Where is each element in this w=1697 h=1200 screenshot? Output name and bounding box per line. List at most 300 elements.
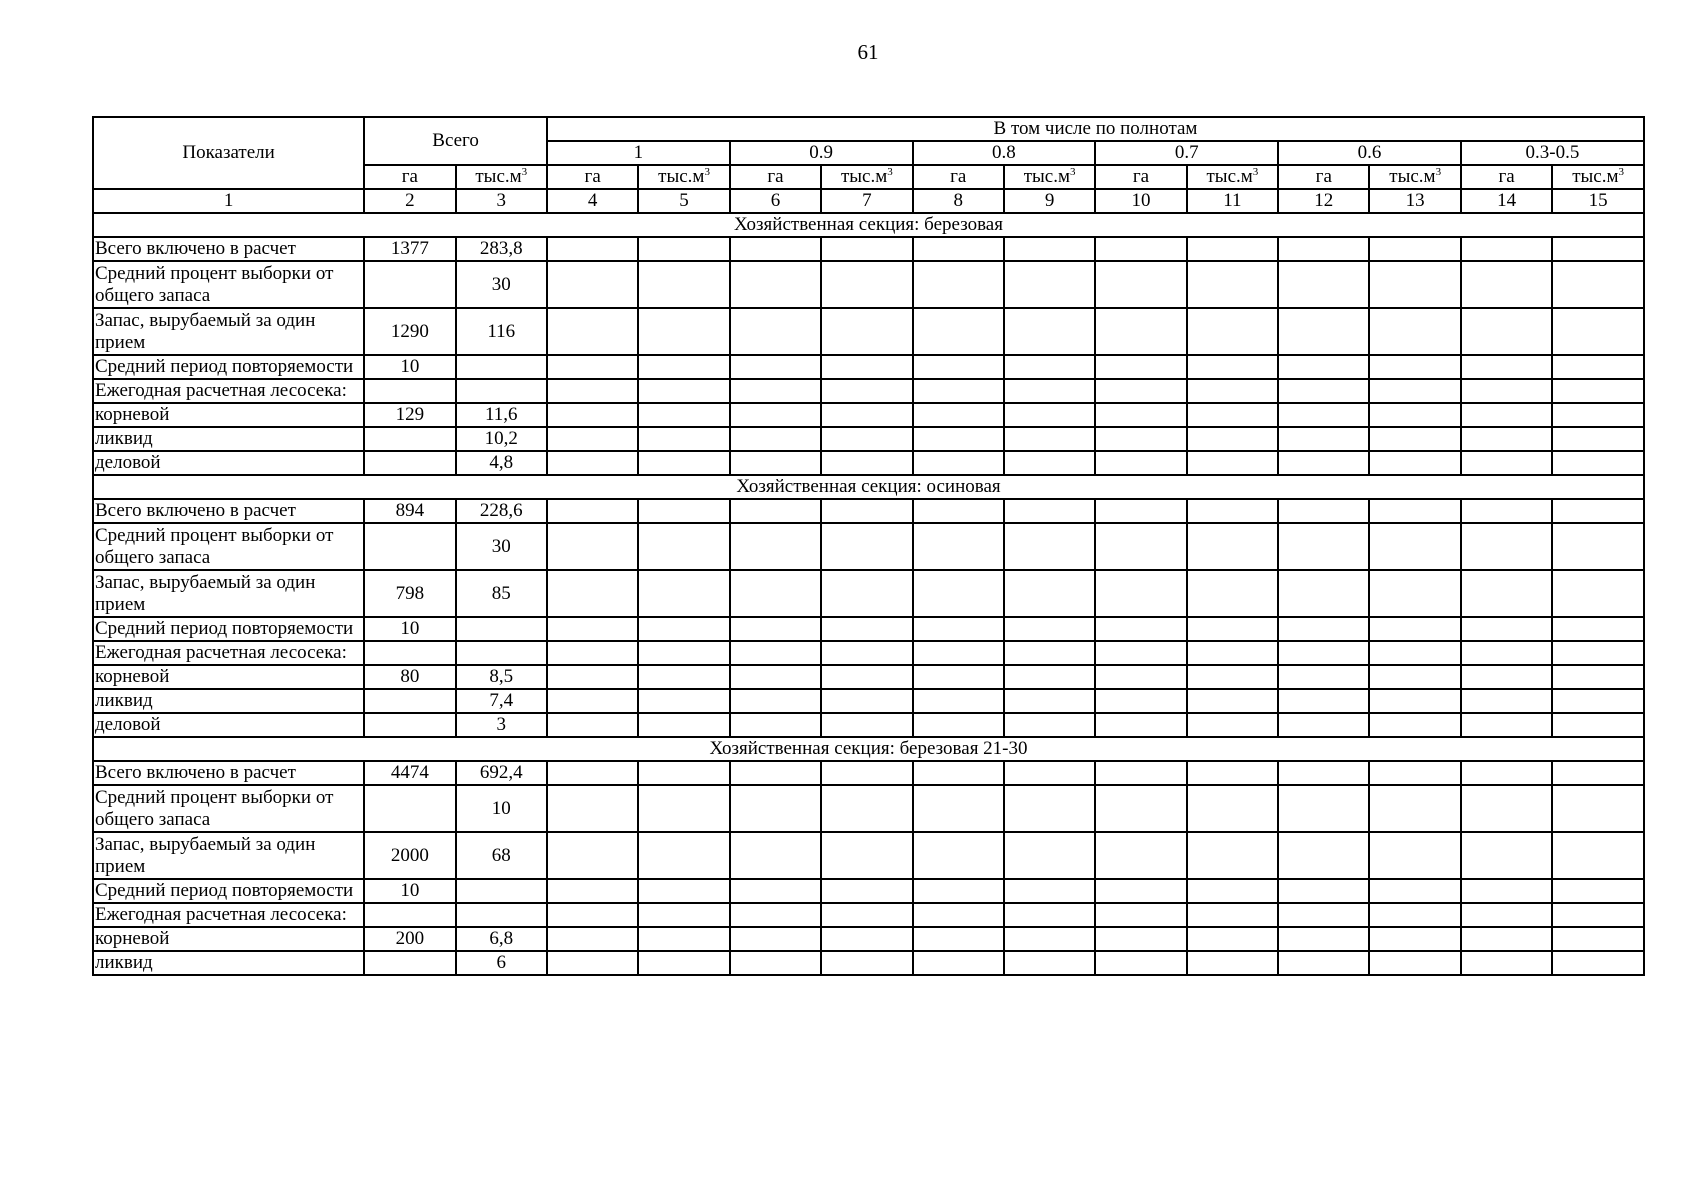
empty-cell [821,689,912,713]
empty-cell [1278,641,1369,665]
empty-cell [1004,903,1095,927]
empty-cell [821,355,912,379]
empty-cell [913,427,1004,451]
table-row [93,427,1644,451]
empty-cell [821,879,912,903]
empty-cell [1187,641,1278,665]
empty-cell [1095,879,1186,903]
empty-cell [1369,403,1460,427]
empty-cell [1369,499,1460,523]
total-ha-value [364,641,455,665]
empty-cell [1461,951,1552,975]
empty-cell [730,403,821,427]
unit-volume-text: тыс.м [840,166,888,187]
empty-cell [913,927,1004,951]
unit-volume-exponent: 3 [1252,166,1259,178]
total-ha-value [364,451,455,475]
empty-cell [1187,617,1278,641]
empty-cell [730,761,821,785]
header-unit-ha: га [547,165,638,189]
empty-cell [1095,951,1186,975]
empty-cell [547,570,638,617]
empty-cell [821,499,912,523]
empty-cell [1278,927,1369,951]
unit-volume-text: тыс.м [475,166,522,187]
empty-cell [638,927,729,951]
header-total: Всего [364,117,547,165]
empty-cell [1095,261,1186,308]
empty-cell [1095,761,1186,785]
section-title: Хозяйственная секция: березовая 21-30 [93,737,1644,761]
empty-cell [1461,451,1552,475]
empty-cell [1187,570,1278,617]
empty-cell [730,308,821,355]
header-density-group: 0.9 [730,141,913,165]
empty-cell [1095,308,1186,355]
total-ha-value [364,261,455,308]
empty-cell [1095,785,1186,832]
header-unit-volume [1187,165,1278,189]
empty-cell [1552,927,1644,951]
row-label: ликвид [93,951,364,975]
unit-volume-exponent: 3 [1618,166,1625,178]
empty-cell [1369,617,1460,641]
empty-cell [1095,355,1186,379]
section-title: Хозяйственная секция: березовая [93,213,1644,237]
unit-volume-text: тыс.м [658,166,705,187]
empty-cell [638,785,729,832]
empty-cell [1552,951,1644,975]
empty-cell [730,879,821,903]
empty-cell [1187,832,1278,879]
empty-cell [1187,761,1278,785]
empty-cell [638,713,729,737]
empty-cell [547,355,638,379]
header-density-group: 0.8 [913,141,1096,165]
total-ha-value: 80 [364,665,455,689]
total-volume-value: 283,8 [456,237,547,261]
row-label: Средний процент выборки от общего запаса [93,523,364,570]
column-number: 6 [730,189,821,213]
empty-cell [913,570,1004,617]
empty-cell [1187,499,1278,523]
empty-cell [1552,570,1644,617]
column-number: 9 [1004,189,1095,213]
empty-cell [547,499,638,523]
unit-volume-text: тыс.м [1023,166,1070,187]
empty-cell [1095,237,1186,261]
unit-volume-exponent: 3 [1070,166,1076,178]
column-number: 12 [1278,189,1369,213]
empty-cell [1187,689,1278,713]
empty-cell [1278,785,1369,832]
row-label: Средний период повторяемости [93,617,364,641]
empty-cell [1004,785,1095,832]
empty-cell [821,641,912,665]
empty-cell [1552,355,1644,379]
total-ha-value: 10 [364,617,455,641]
empty-cell [638,641,729,665]
empty-cell [913,308,1004,355]
empty-cell [1461,927,1552,951]
empty-cell [1004,713,1095,737]
empty-cell [1552,308,1644,355]
empty-cell [1278,237,1369,261]
total-volume-value [456,355,547,379]
unit-volume-text: тыс.м [1206,166,1253,187]
empty-cell [547,689,638,713]
empty-cell [1461,308,1552,355]
empty-cell [1369,665,1460,689]
empty-cell [1552,761,1644,785]
total-ha-value: 10 [364,879,455,903]
total-volume-value [456,641,547,665]
empty-cell [1552,713,1644,737]
empty-cell [638,355,729,379]
empty-cell [730,570,821,617]
total-ha-value [364,903,455,927]
empty-cell [1004,403,1095,427]
empty-cell [1278,355,1369,379]
unit-volume-exponent: 3 [1435,166,1442,178]
empty-cell [1552,261,1644,308]
total-volume-value: 4,8 [456,451,547,475]
header-unit-ha: га [1278,165,1369,189]
empty-cell [821,761,912,785]
total-ha-value [364,951,455,975]
empty-cell [638,261,729,308]
empty-cell [1278,308,1369,355]
header-unit-ha: га [1461,165,1552,189]
table-row [93,379,1644,403]
empty-cell [1278,617,1369,641]
empty-cell [1369,308,1460,355]
empty-cell [1278,403,1369,427]
empty-cell [821,403,912,427]
table-row [93,403,1644,427]
empty-cell [638,665,729,689]
header-density-group: 0.6 [1278,141,1461,165]
empty-cell [1004,879,1095,903]
empty-cell [1187,903,1278,927]
empty-cell [638,903,729,927]
total-volume-value: 6 [456,951,547,975]
table-row [93,308,1644,355]
empty-cell [913,379,1004,403]
row-label: Всего включено в расчет [93,237,364,261]
empty-cell [1552,499,1644,523]
empty-cell [1461,355,1552,379]
empty-cell [1369,379,1460,403]
empty-cell [1187,403,1278,427]
empty-cell [730,832,821,879]
empty-cell [1369,570,1460,617]
empty-cell [913,237,1004,261]
column-number: 8 [913,189,1004,213]
empty-cell [1552,832,1644,879]
empty-cell [638,879,729,903]
total-volume-value [456,379,547,403]
empty-cell [730,713,821,737]
empty-cell [730,261,821,308]
empty-cell [547,903,638,927]
empty-cell [547,451,638,475]
empty-cell [821,951,912,975]
empty-cell [1278,665,1369,689]
empty-cell [730,379,821,403]
column-number: 5 [638,189,729,213]
empty-cell [1369,261,1460,308]
empty-cell [1004,641,1095,665]
header-unit-volume [821,165,912,189]
empty-cell [1095,927,1186,951]
empty-cell [913,689,1004,713]
empty-cell [1461,427,1552,451]
empty-cell [1369,785,1460,832]
empty-cell [1004,427,1095,451]
empty-cell [1278,903,1369,927]
empty-cell [913,641,1004,665]
total-ha-value [364,713,455,737]
row-label: деловой [93,451,364,475]
empty-cell [1095,713,1186,737]
empty-cell [1552,523,1644,570]
empty-cell [913,403,1004,427]
row-label: Средний период повторяемости [93,355,364,379]
header-unit-volume [1552,165,1644,189]
row-label: Ежегодная расчетная лесосека: [93,379,364,403]
total-ha-value [364,523,455,570]
empty-cell [547,261,638,308]
empty-cell [821,308,912,355]
total-volume-value: 6,8 [456,927,547,951]
empty-cell [547,927,638,951]
empty-cell [730,617,821,641]
empty-cell [1369,451,1460,475]
total-volume-value: 30 [456,261,547,308]
table-row [93,570,1644,617]
empty-cell [1552,617,1644,641]
empty-cell [730,451,821,475]
empty-cell [547,379,638,403]
empty-cell [1004,499,1095,523]
row-label: Средний процент выборки от общего запаса [93,785,364,832]
empty-cell [1095,641,1186,665]
total-volume-value: 116 [456,308,547,355]
empty-cell [1095,617,1186,641]
column-number: 10 [1095,189,1186,213]
total-volume-value: 10,2 [456,427,547,451]
empty-cell [1461,617,1552,641]
empty-cell [913,903,1004,927]
empty-cell [1278,261,1369,308]
row-label: корневой [93,665,364,689]
empty-cell [1187,308,1278,355]
empty-cell [1187,951,1278,975]
column-number: 14 [1461,189,1552,213]
empty-cell [1187,427,1278,451]
empty-cell [1369,689,1460,713]
row-label: Ежегодная расчетная лесосека: [93,641,364,665]
row-label: Всего включено в расчет [93,761,364,785]
empty-cell [1461,523,1552,570]
empty-cell [638,570,729,617]
empty-cell [1187,451,1278,475]
empty-cell [913,499,1004,523]
header-density-group: 1 [547,141,730,165]
empty-cell [913,523,1004,570]
empty-cell [1095,523,1186,570]
empty-cell [547,237,638,261]
empty-cell [821,713,912,737]
row-label: деловой [93,713,364,737]
empty-cell [1095,427,1186,451]
empty-cell [547,951,638,975]
empty-cell [1187,261,1278,308]
empty-cell [821,927,912,951]
empty-cell [638,689,729,713]
total-volume-value: 8,5 [456,665,547,689]
row-label: Запас, вырубаемый за один прием [93,832,364,879]
empty-cell [638,379,729,403]
empty-cell [638,427,729,451]
empty-cell [1278,761,1369,785]
empty-cell [638,617,729,641]
empty-cell [1461,832,1552,879]
empty-cell [913,785,1004,832]
empty-cell [1095,689,1186,713]
total-ha-value [364,785,455,832]
total-ha-value: 4474 [364,761,455,785]
empty-cell [821,237,912,261]
empty-cell [547,641,638,665]
empty-cell [913,665,1004,689]
empty-cell [821,379,912,403]
empty-cell [1552,665,1644,689]
empty-cell [1552,451,1644,475]
total-ha-value: 894 [364,499,455,523]
empty-cell [1552,689,1644,713]
row-label: корневой [93,403,364,427]
unit-volume-exponent: 3 [521,166,528,178]
empty-cell [638,761,729,785]
table-row [93,761,1644,785]
header-unit-volume [456,165,547,189]
empty-cell [1369,951,1460,975]
empty-cell [1461,689,1552,713]
empty-cell [1461,641,1552,665]
header-density-group: 0.3-0.5 [1461,141,1644,165]
empty-cell [730,523,821,570]
column-number: 15 [1552,189,1644,213]
empty-cell [1187,713,1278,737]
total-volume-value [456,903,547,927]
empty-cell [1004,451,1095,475]
header-unit-volume [1004,165,1095,189]
empty-cell [638,832,729,879]
empty-cell [1278,427,1369,451]
header-density-group: 0.7 [1095,141,1278,165]
header-indicators: Показатели [93,117,364,189]
empty-cell [1004,355,1095,379]
table-row [93,832,1644,879]
table-row [93,499,1644,523]
header-unit-ha: га [730,165,821,189]
row-label: Запас, вырубаемый за один прием [93,570,364,617]
total-volume-value: 11,6 [456,403,547,427]
empty-cell [730,641,821,665]
empty-cell [1095,499,1186,523]
total-volume-value: 228,6 [456,499,547,523]
row-label: Ежегодная расчетная лесосека: [93,903,364,927]
empty-cell [1278,499,1369,523]
empty-cell [638,237,729,261]
empty-cell [1095,665,1186,689]
empty-cell [730,427,821,451]
row-label: ликвид [93,427,364,451]
empty-cell [1004,689,1095,713]
empty-cell [1187,879,1278,903]
table-row [93,451,1644,475]
empty-cell [1278,713,1369,737]
empty-cell [821,903,912,927]
empty-cell [1552,427,1644,451]
empty-cell [1004,951,1095,975]
empty-cell [638,308,729,355]
row-label: Всего включено в расчет [93,499,364,523]
empty-cell [547,427,638,451]
empty-cell [913,261,1004,308]
empty-cell [1278,689,1369,713]
empty-cell [1278,451,1369,475]
empty-cell [638,523,729,570]
empty-cell [1461,713,1552,737]
empty-cell [547,832,638,879]
unit-volume-exponent: 3 [887,166,893,178]
total-volume-value: 692,4 [456,761,547,785]
total-ha-value [364,427,455,451]
empty-cell [1369,761,1460,785]
empty-cell [730,927,821,951]
header-row-1 [93,117,1644,141]
empty-cell [821,451,912,475]
table-row [93,879,1644,903]
table-row [93,927,1644,951]
empty-cell [821,427,912,451]
empty-cell [821,617,912,641]
empty-cell [1004,832,1095,879]
empty-cell [1461,665,1552,689]
column-number: 2 [364,189,455,213]
column-number: 11 [1187,189,1278,213]
total-ha-value [364,379,455,403]
header-unit-ha: га [913,165,1004,189]
empty-cell [638,451,729,475]
header-unit-ha: га [1095,165,1186,189]
empty-cell [913,617,1004,641]
empty-cell [547,617,638,641]
empty-cell [1369,903,1460,927]
empty-cell [821,523,912,570]
empty-cell [1369,879,1460,903]
row-label: корневой [93,927,364,951]
total-volume-value: 30 [456,523,547,570]
empty-cell [547,761,638,785]
unit-volume-text: тыс.м [1389,166,1436,187]
empty-cell [1461,761,1552,785]
empty-cell [913,451,1004,475]
empty-cell [821,665,912,689]
